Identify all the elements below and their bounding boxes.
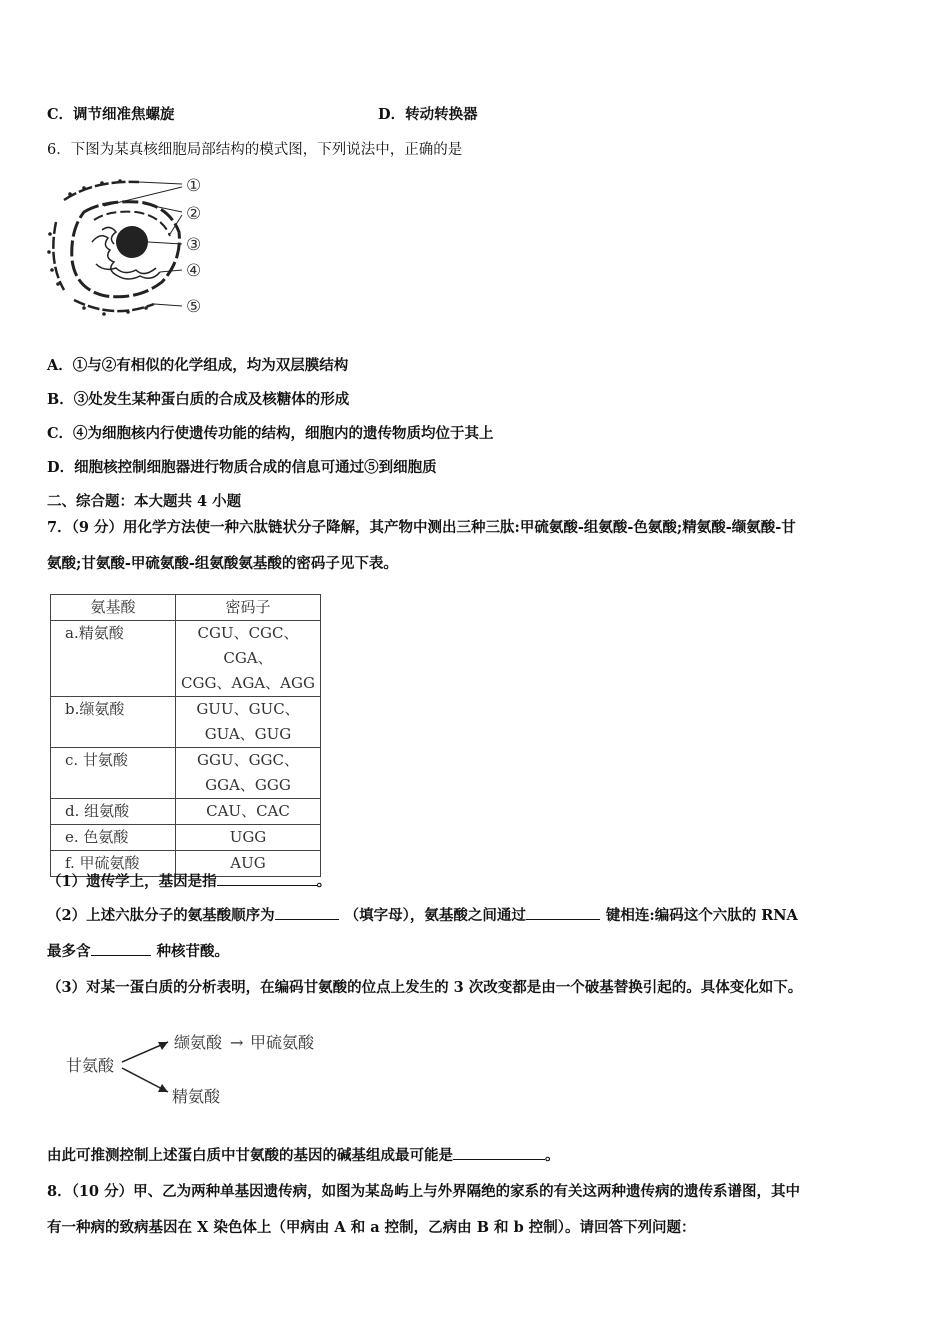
q7-part2-line2	[47, 940, 229, 961]
table-cell-amino-acid: c. 甘氨酸	[51, 748, 176, 799]
q6-option-a: A．①与②有相似的化学组成，均为双层膜结构	[47, 357, 349, 374]
codon-line: GUU、GUC、	[196, 700, 300, 718]
q7-part3: （3）对某一蛋白质的分析表明，在编码甘氨酸的位点上发生的 3 次改变都是由一个破基替换引起的。具体变化如下。	[47, 979, 803, 996]
q7-part1	[47, 870, 331, 891]
question-7-line1: 7．（9 分）用化学方法使一种六肽链状分子降解，其产物中测出三种三肽:甲硫氨酸-组氨酸-色氨酸;精氨酸-缬氨酸-甘	[47, 519, 796, 536]
table-cell-codons: AUG	[176, 851, 321, 877]
table-cell-codons	[176, 748, 321, 799]
table-header-codon: 密码子	[176, 595, 321, 621]
answer-blank[interactable]	[217, 871, 317, 886]
question-8-line1: 8．（10 分）甲、乙为两种单基因遗传病，如图为某岛屿上与外界隔绝的家系的有关这两种遗传病的遗传系谱图，其中	[47, 1183, 801, 1200]
question-8-line2: 有一种病的致病基因在 X 染色体上（甲病由 A 和 a 控制，乙病由 B 和 b 控制）。请回答下列问题：	[47, 1219, 696, 1236]
codon-table	[50, 594, 321, 877]
table-row	[51, 697, 321, 748]
diagram-down: 精氨酸	[172, 1087, 221, 1106]
table-cell-amino-acid: b.缬氨酸	[51, 697, 176, 748]
table-row	[51, 799, 321, 825]
table-row	[51, 825, 321, 851]
table-cell-amino-acid: f. 甲硫氨酸	[51, 851, 176, 877]
question-6-stem: 6．下图为某真核细胞局部结构的模式图，下列说法中，正确的是	[47, 142, 463, 158]
table-cell-amino-acid: e. 色氨酸	[51, 825, 176, 851]
q6-option-b: B．③处发生某种蛋白质的合成及核糖体的形成	[47, 391, 350, 408]
figure-label-2: ②	[186, 204, 202, 224]
q7-part3-end-text: 由此可推测控制上述蛋白质中甘氨酸的基因的碱基组成最可能是	[47, 1147, 453, 1164]
diagram-up: 缬氨酸	[174, 1033, 223, 1052]
table-cell-codons: CAU、CAC	[176, 799, 321, 825]
answer-blank[interactable]	[275, 905, 339, 920]
q7-part2-text-e: 种核苷酸。	[156, 943, 229, 960]
answer-blank[interactable]	[453, 1145, 545, 1160]
diagram-arrow: →	[230, 1033, 244, 1052]
table-cell-codons: UGG	[176, 825, 321, 851]
codon-line: GGA、GGG	[205, 776, 291, 794]
figure-label-3: ③	[186, 235, 202, 255]
q7-part2-text-c: 键相连:编码这个六肽的 RNA	[605, 907, 798, 924]
answer-blank[interactable]	[91, 941, 151, 956]
q7-part1-text: （1）遗传学上，基因是指	[47, 873, 217, 890]
mutation-diagram	[60, 1026, 340, 1112]
codon-line: GGU、GGC、	[196, 751, 300, 769]
diagram-start: 甘氨酸	[66, 1056, 115, 1075]
table-cell-amino-acid: a.精氨酸	[51, 621, 176, 697]
figure-label-1: ①	[186, 176, 202, 196]
table-header-amino-acid: 氨基酸	[51, 595, 176, 621]
option-d: D．转动转换器	[378, 106, 478, 123]
option-c: C．调节细准焦螺旋	[47, 106, 175, 123]
figure-label-5: ⑤	[186, 297, 202, 317]
q7-part3-end-mark: 。	[545, 1147, 560, 1164]
answer-blank[interactable]	[526, 905, 600, 920]
table-row	[51, 748, 321, 799]
table-cell-codons	[176, 697, 321, 748]
question-7-line2: 氨酸;甘氨酸-甲硫氨酸-组氨酸氨基酸的密码子见下表。	[47, 555, 398, 572]
codon-line: GUA、GUG	[204, 725, 292, 743]
table-row	[51, 621, 321, 697]
q7-part2-text-d: 最多含	[47, 943, 91, 960]
table-cell-amino-acid: d. 组氨酸	[51, 799, 176, 825]
q6-option-c: C．④为细胞核内行使遗传功能的结构，细胞内的遗传物质均位于其上	[47, 425, 494, 442]
codon-line: CGG、AGA、AGG	[181, 674, 315, 692]
q7-part1-end: 。	[316, 873, 332, 890]
diagram-up-end: 甲硫氨酸	[250, 1033, 315, 1052]
codon-line: CGU、CGC、CGA、	[197, 624, 299, 667]
q7-part2-text-a: （2）上述六肽分子的氨基酸顺序为	[47, 907, 275, 924]
q7-part3-conclusion	[47, 1144, 560, 1165]
q7-part2-text-b: （填字母），氨基酸之间通过	[344, 907, 526, 924]
q6-option-d: D．细胞核控制细胞器进行物质合成的信息可通过⑤到细胞质	[47, 459, 437, 476]
section-title: 二、综合题：本大题共 4 小题	[47, 493, 242, 510]
q7-part2-line1	[47, 904, 798, 925]
cell-structure-figure	[44, 172, 224, 322]
figure-label-4: ④	[186, 261, 202, 281]
table-cell-codons	[176, 621, 321, 697]
